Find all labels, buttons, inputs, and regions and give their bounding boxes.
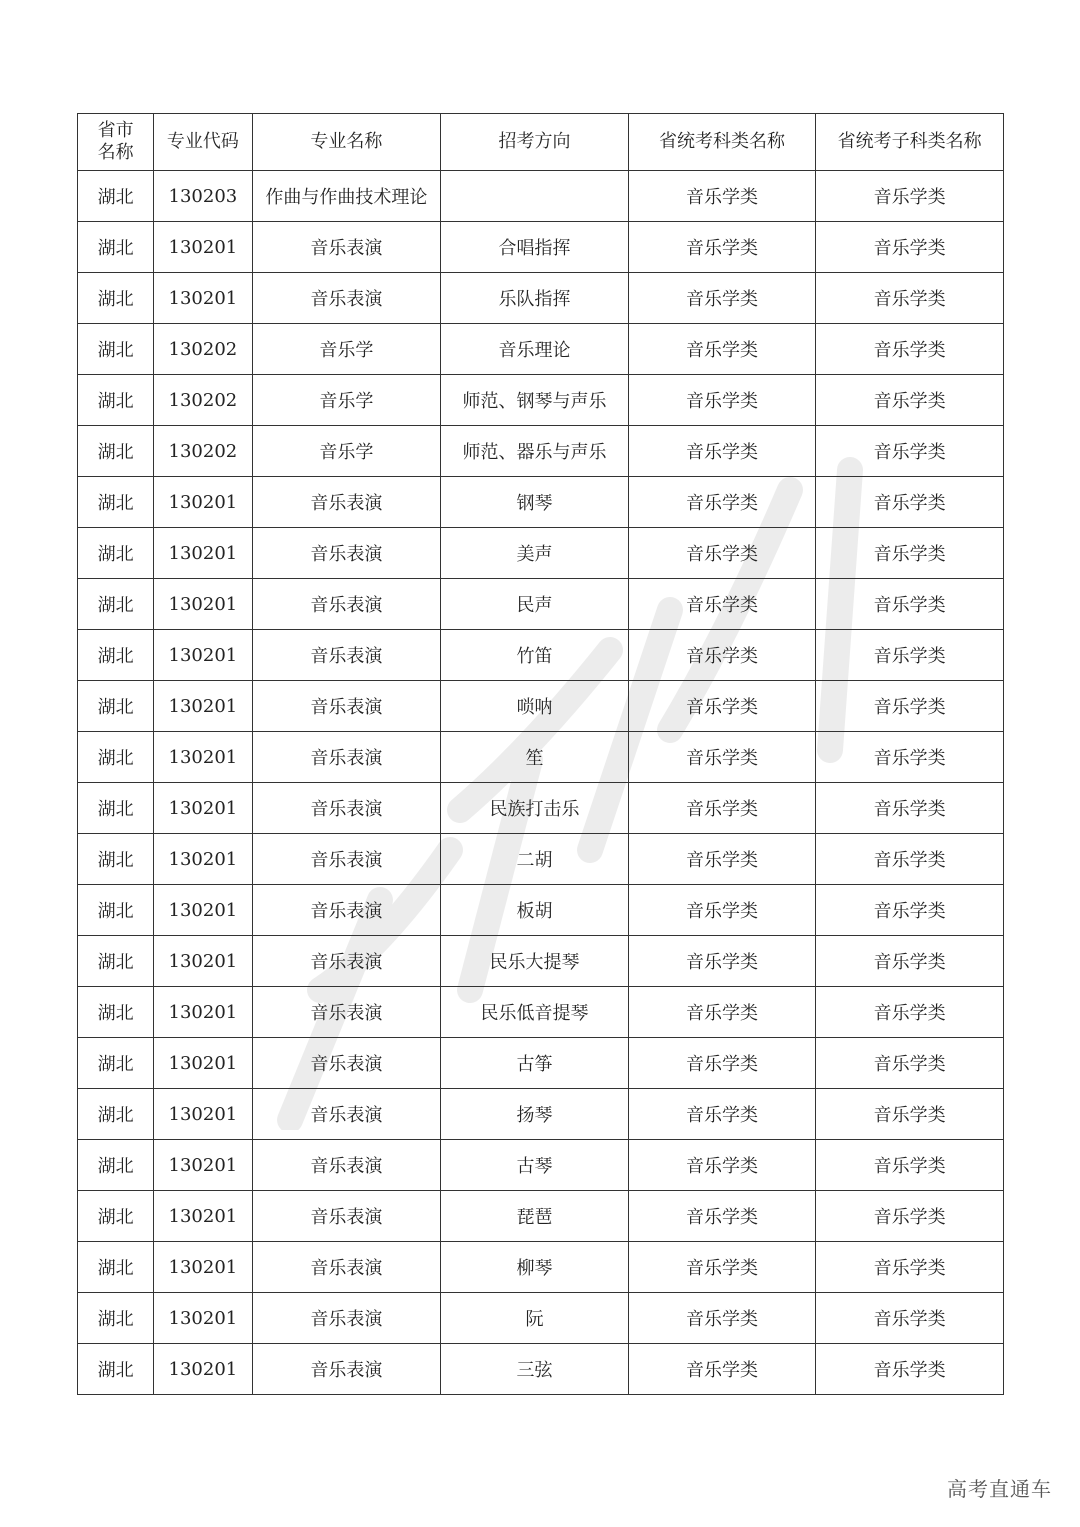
table-row <box>78 1191 1004 1242</box>
cell-major: 音乐表演 <box>252 630 441 681</box>
cell-category: 音乐学类 <box>628 885 816 936</box>
cell-major: 音乐表演 <box>252 936 441 987</box>
cell-subcategory: 音乐学类 <box>816 375 1004 426</box>
footer-brand: 高考直通车 <box>947 1477 1052 1501</box>
cell-subcategory: 音乐学类 <box>816 885 1004 936</box>
header-major: 专业名称 <box>252 114 441 171</box>
cell-major: 音乐表演 <box>252 273 441 324</box>
table-row <box>78 324 1004 375</box>
header-code: 专业代码 <box>154 114 252 171</box>
cell-province: 湖北 <box>78 1191 154 1242</box>
cell-province: 湖北 <box>78 324 154 375</box>
cell-code: 130201 <box>154 1242 252 1293</box>
cell-direction: 扬琴 <box>441 1089 629 1140</box>
admissions-table <box>77 113 1004 1395</box>
cell-major: 音乐表演 <box>252 477 441 528</box>
cell-category: 音乐学类 <box>628 375 816 426</box>
cell-province: 湖北 <box>78 936 154 987</box>
cell-code: 130201 <box>154 783 252 834</box>
cell-category: 音乐学类 <box>628 1242 816 1293</box>
cell-direction: 师范、器乐与声乐 <box>441 426 629 477</box>
cell-major: 音乐表演 <box>252 885 441 936</box>
cell-major: 音乐表演 <box>252 1242 441 1293</box>
cell-subcategory: 音乐学类 <box>816 1089 1004 1140</box>
cell-direction: 阮 <box>441 1293 629 1344</box>
cell-subcategory: 音乐学类 <box>816 222 1004 273</box>
cell-province: 湖北 <box>78 171 154 222</box>
cell-direction: 古琴 <box>441 1140 629 1191</box>
cell-subcategory: 音乐学类 <box>816 528 1004 579</box>
cell-province: 湖北 <box>78 885 154 936</box>
cell-major: 音乐表演 <box>252 1344 441 1395</box>
table-row <box>78 987 1004 1038</box>
cell-major: 音乐学 <box>252 324 441 375</box>
cell-province: 湖北 <box>78 732 154 783</box>
cell-category: 音乐学类 <box>628 936 816 987</box>
header-province <box>78 114 154 171</box>
cell-major: 音乐表演 <box>252 1191 441 1242</box>
cell-category: 音乐学类 <box>628 324 816 375</box>
cell-subcategory: 音乐学类 <box>816 834 1004 885</box>
cell-category: 音乐学类 <box>628 834 816 885</box>
cell-subcategory: 音乐学类 <box>816 987 1004 1038</box>
cell-direction: 民声 <box>441 579 629 630</box>
cell-subcategory: 音乐学类 <box>816 630 1004 681</box>
cell-province: 湖北 <box>78 477 154 528</box>
cell-direction: 笙 <box>441 732 629 783</box>
cell-direction: 乐队指挥 <box>441 273 629 324</box>
cell-province: 湖北 <box>78 528 154 579</box>
header-province-line1: 省市 <box>97 120 134 141</box>
cell-province: 湖北 <box>78 426 154 477</box>
cell-code: 130201 <box>154 834 252 885</box>
cell-subcategory: 音乐学类 <box>816 681 1004 732</box>
cell-province: 湖北 <box>78 579 154 630</box>
cell-code: 130202 <box>154 375 252 426</box>
cell-major: 音乐学 <box>252 375 441 426</box>
table-row <box>78 834 1004 885</box>
cell-major: 音乐表演 <box>252 1089 441 1140</box>
table-row <box>78 783 1004 834</box>
cell-major: 音乐表演 <box>252 783 441 834</box>
cell-province: 湖北 <box>78 987 154 1038</box>
cell-subcategory: 音乐学类 <box>816 324 1004 375</box>
table-row <box>78 171 1004 222</box>
cell-code: 130201 <box>154 936 252 987</box>
cell-subcategory: 音乐学类 <box>816 1242 1004 1293</box>
cell-province: 湖北 <box>78 630 154 681</box>
cell-category: 音乐学类 <box>628 579 816 630</box>
cell-code: 130201 <box>154 1140 252 1191</box>
cell-code: 130201 <box>154 1089 252 1140</box>
cell-category: 音乐学类 <box>628 426 816 477</box>
cell-direction: 民乐低音提琴 <box>441 987 629 1038</box>
cell-category: 音乐学类 <box>628 630 816 681</box>
cell-direction: 民族打击乐 <box>441 783 629 834</box>
cell-code: 130203 <box>154 171 252 222</box>
cell-code: 130201 <box>154 1191 252 1242</box>
cell-major: 音乐表演 <box>252 222 441 273</box>
cell-subcategory: 音乐学类 <box>816 579 1004 630</box>
cell-direction: 琵琶 <box>441 1191 629 1242</box>
cell-code: 130201 <box>154 987 252 1038</box>
cell-major: 音乐表演 <box>252 834 441 885</box>
cell-subcategory: 音乐学类 <box>816 273 1004 324</box>
cell-major: 音乐表演 <box>252 1140 441 1191</box>
cell-code: 130201 <box>154 528 252 579</box>
cell-category: 音乐学类 <box>628 732 816 783</box>
cell-province: 湖北 <box>78 834 154 885</box>
cell-code: 130202 <box>154 324 252 375</box>
table-header-row <box>78 114 1004 171</box>
cell-direction: 钢琴 <box>441 477 629 528</box>
cell-province: 湖北 <box>78 681 154 732</box>
cell-subcategory: 音乐学类 <box>816 1191 1004 1242</box>
cell-code: 130201 <box>154 681 252 732</box>
cell-category: 音乐学类 <box>628 528 816 579</box>
table-row <box>78 477 1004 528</box>
cell-subcategory: 音乐学类 <box>816 426 1004 477</box>
table-row <box>78 579 1004 630</box>
cell-direction: 美声 <box>441 528 629 579</box>
table-row <box>78 630 1004 681</box>
table-row <box>78 885 1004 936</box>
cell-category: 音乐学类 <box>628 987 816 1038</box>
cell-code: 130201 <box>154 732 252 783</box>
table-row <box>78 375 1004 426</box>
cell-direction: 三弦 <box>441 1344 629 1395</box>
cell-province: 湖北 <box>78 1344 154 1395</box>
cell-direction <box>441 171 629 222</box>
cell-direction: 民乐大提琴 <box>441 936 629 987</box>
cell-category: 音乐学类 <box>628 1140 816 1191</box>
table-body <box>78 171 1004 1395</box>
admissions-table-container <box>77 113 1004 1395</box>
cell-subcategory: 音乐学类 <box>816 477 1004 528</box>
cell-category: 音乐学类 <box>628 477 816 528</box>
cell-province: 湖北 <box>78 1089 154 1140</box>
cell-category: 音乐学类 <box>628 681 816 732</box>
cell-category: 音乐学类 <box>628 171 816 222</box>
cell-code: 130201 <box>154 579 252 630</box>
cell-code: 130201 <box>154 1344 252 1395</box>
table-row <box>78 1293 1004 1344</box>
cell-direction: 师范、钢琴与声乐 <box>441 375 629 426</box>
cell-direction: 二胡 <box>441 834 629 885</box>
cell-subcategory: 音乐学类 <box>816 171 1004 222</box>
header-category: 省统考科类名称 <box>628 114 816 171</box>
cell-code: 130202 <box>154 426 252 477</box>
cell-major: 音乐表演 <box>252 528 441 579</box>
cell-province: 湖北 <box>78 1140 154 1191</box>
table-row <box>78 1038 1004 1089</box>
cell-province: 湖北 <box>78 783 154 834</box>
cell-province: 湖北 <box>78 1038 154 1089</box>
cell-category: 音乐学类 <box>628 783 816 834</box>
cell-direction: 音乐理论 <box>441 324 629 375</box>
cell-major: 音乐表演 <box>252 1038 441 1089</box>
table-row <box>78 1242 1004 1293</box>
cell-category: 音乐学类 <box>628 222 816 273</box>
cell-code: 130201 <box>154 1038 252 1089</box>
cell-major: 音乐学 <box>252 426 441 477</box>
cell-major: 音乐表演 <box>252 579 441 630</box>
table-row <box>78 1140 1004 1191</box>
cell-category: 音乐学类 <box>628 1038 816 1089</box>
cell-major: 音乐表演 <box>252 732 441 783</box>
cell-subcategory: 音乐学类 <box>816 1038 1004 1089</box>
cell-category: 音乐学类 <box>628 273 816 324</box>
cell-code: 130201 <box>154 222 252 273</box>
cell-province: 湖北 <box>78 1293 154 1344</box>
cell-code: 130201 <box>154 273 252 324</box>
cell-subcategory: 音乐学类 <box>816 783 1004 834</box>
cell-direction: 唢呐 <box>441 681 629 732</box>
table-row <box>78 222 1004 273</box>
cell-major: 音乐表演 <box>252 987 441 1038</box>
cell-major: 音乐表演 <box>252 1293 441 1344</box>
table-row <box>78 1089 1004 1140</box>
cell-major: 作曲与作曲技术理论 <box>252 171 441 222</box>
table-row <box>78 273 1004 324</box>
cell-direction: 板胡 <box>441 885 629 936</box>
header-direction: 招考方向 <box>441 114 629 171</box>
header-province-line2: 名称 <box>97 142 134 163</box>
cell-subcategory: 音乐学类 <box>816 1344 1004 1395</box>
cell-province: 湖北 <box>78 375 154 426</box>
cell-province: 湖北 <box>78 222 154 273</box>
cell-subcategory: 音乐学类 <box>816 936 1004 987</box>
cell-major: 音乐表演 <box>252 681 441 732</box>
header-subcategory: 省统考子科类名称 <box>816 114 1004 171</box>
cell-category: 音乐学类 <box>628 1089 816 1140</box>
cell-code: 130201 <box>154 1293 252 1344</box>
cell-category: 音乐学类 <box>628 1344 816 1395</box>
table-row <box>78 528 1004 579</box>
table-row <box>78 681 1004 732</box>
cell-subcategory: 音乐学类 <box>816 732 1004 783</box>
cell-code: 130201 <box>154 630 252 681</box>
table-row <box>78 426 1004 477</box>
cell-direction: 竹笛 <box>441 630 629 681</box>
cell-direction: 合唱指挥 <box>441 222 629 273</box>
cell-province: 湖北 <box>78 1242 154 1293</box>
cell-category: 音乐学类 <box>628 1293 816 1344</box>
cell-direction: 古筝 <box>441 1038 629 1089</box>
cell-category: 音乐学类 <box>628 1191 816 1242</box>
table-row <box>78 732 1004 783</box>
cell-subcategory: 音乐学类 <box>816 1140 1004 1191</box>
cell-direction: 柳琴 <box>441 1242 629 1293</box>
cell-code: 130201 <box>154 885 252 936</box>
cell-province: 湖北 <box>78 273 154 324</box>
cell-code: 130201 <box>154 477 252 528</box>
table-row <box>78 1344 1004 1395</box>
cell-subcategory: 音乐学类 <box>816 1293 1004 1344</box>
table-row <box>78 936 1004 987</box>
